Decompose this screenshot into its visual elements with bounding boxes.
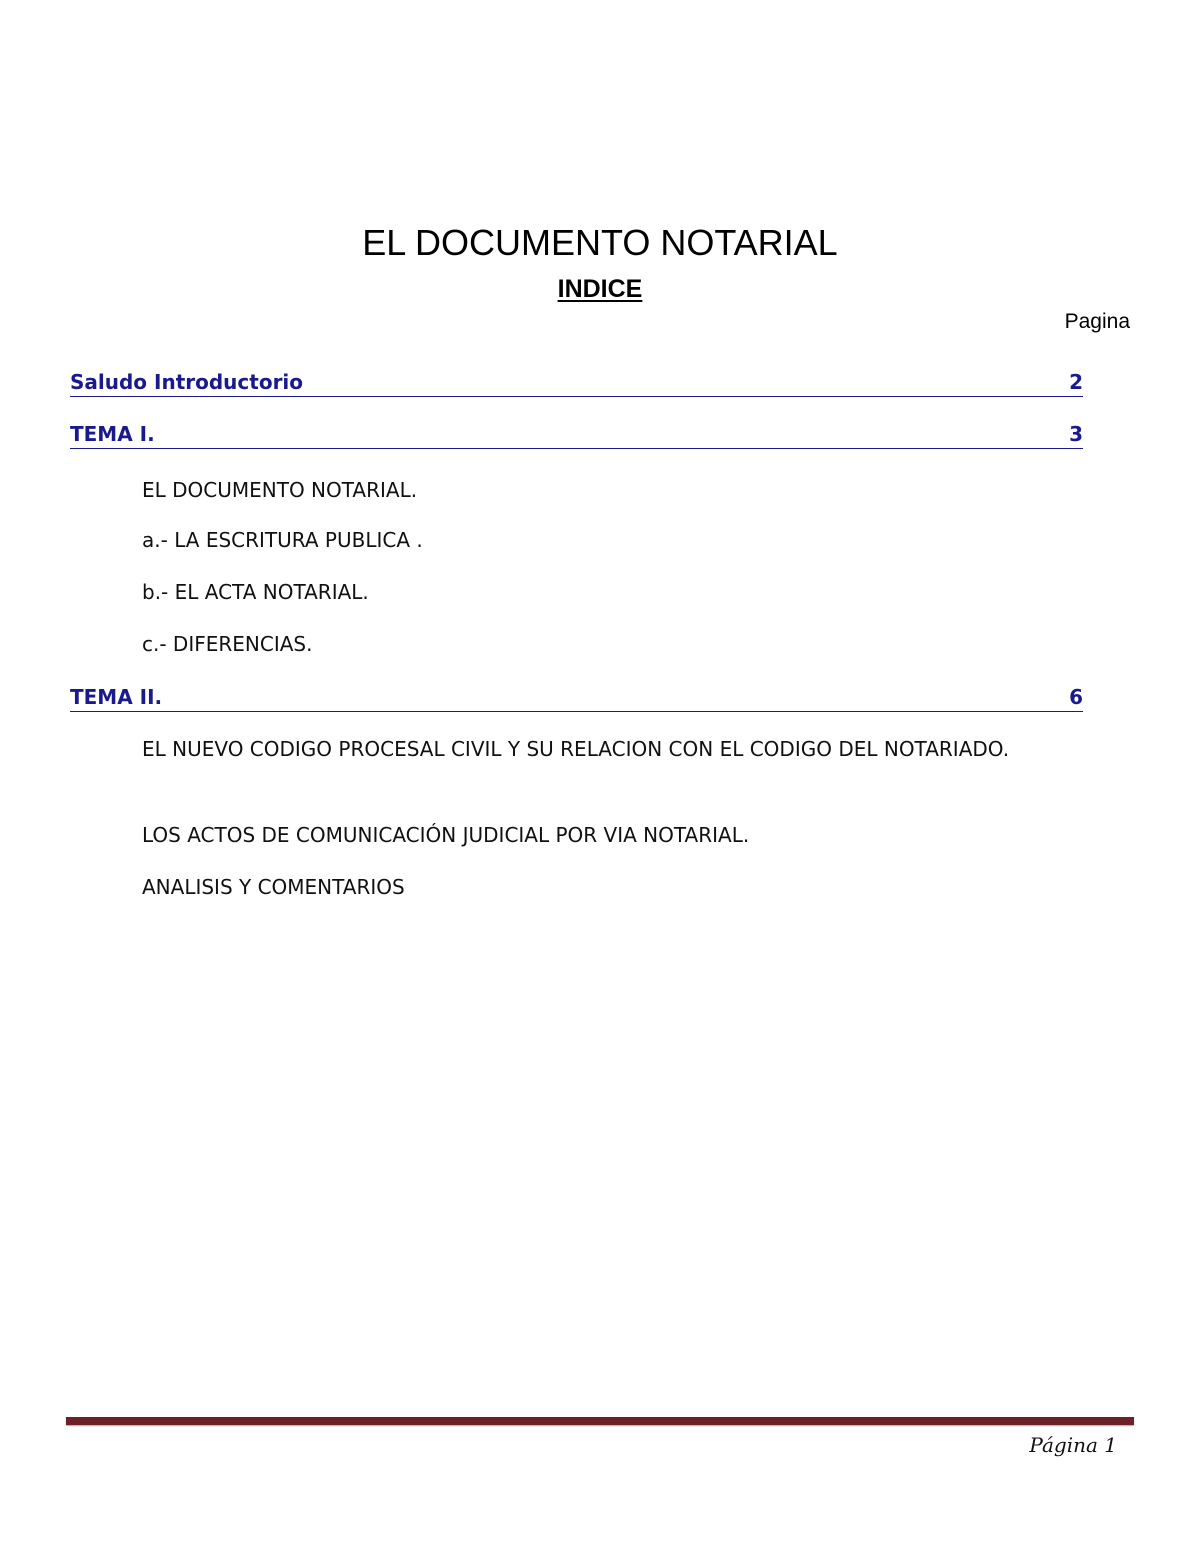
toc-entry-page: 2 xyxy=(1069,370,1083,394)
index-heading: INDICE xyxy=(557,275,643,303)
toc-entry-label: Saludo Introductorio xyxy=(70,370,304,394)
footer-rule xyxy=(66,1417,1134,1425)
toc-entry-label: TEMA I. xyxy=(70,422,155,446)
tema2-item: ANALISIS Y COMENTARIOS xyxy=(142,875,405,899)
tema1-item: b.- EL ACTA NOTARIAL. xyxy=(142,580,369,604)
toc-entry-tema-2[interactable] xyxy=(70,685,1083,712)
footer-page-number: Página 1 xyxy=(1029,1433,1117,1457)
tema2-item: EL NUEVO CODIGO PROCESAL CIVIL Y SU RELACION CON EL CODIGO DEL NOTARIADO. xyxy=(142,737,1010,761)
page-column-label: Pagina xyxy=(1064,310,1130,333)
toc-entry-saludo[interactable] xyxy=(70,370,1083,397)
toc-entry-label: TEMA II. xyxy=(70,685,163,709)
document-title: EL DOCUMENTO NOTARIAL xyxy=(362,222,838,263)
tema1-item: c.- DIFERENCIAS. xyxy=(142,632,313,656)
tema1-item: EL DOCUMENTO NOTARIAL. xyxy=(142,478,418,502)
tema2-item: LOS ACTOS DE COMUNICACIÓN JUDICIAL POR VIA NOTARIAL. xyxy=(142,823,750,847)
toc-entry-page: 3 xyxy=(1069,422,1083,446)
toc-entry-tema-1[interactable] xyxy=(70,422,1083,449)
toc-entry-page: 6 xyxy=(1069,685,1083,709)
tema1-item: a.- LA ESCRITURA PUBLICA . xyxy=(142,528,423,552)
